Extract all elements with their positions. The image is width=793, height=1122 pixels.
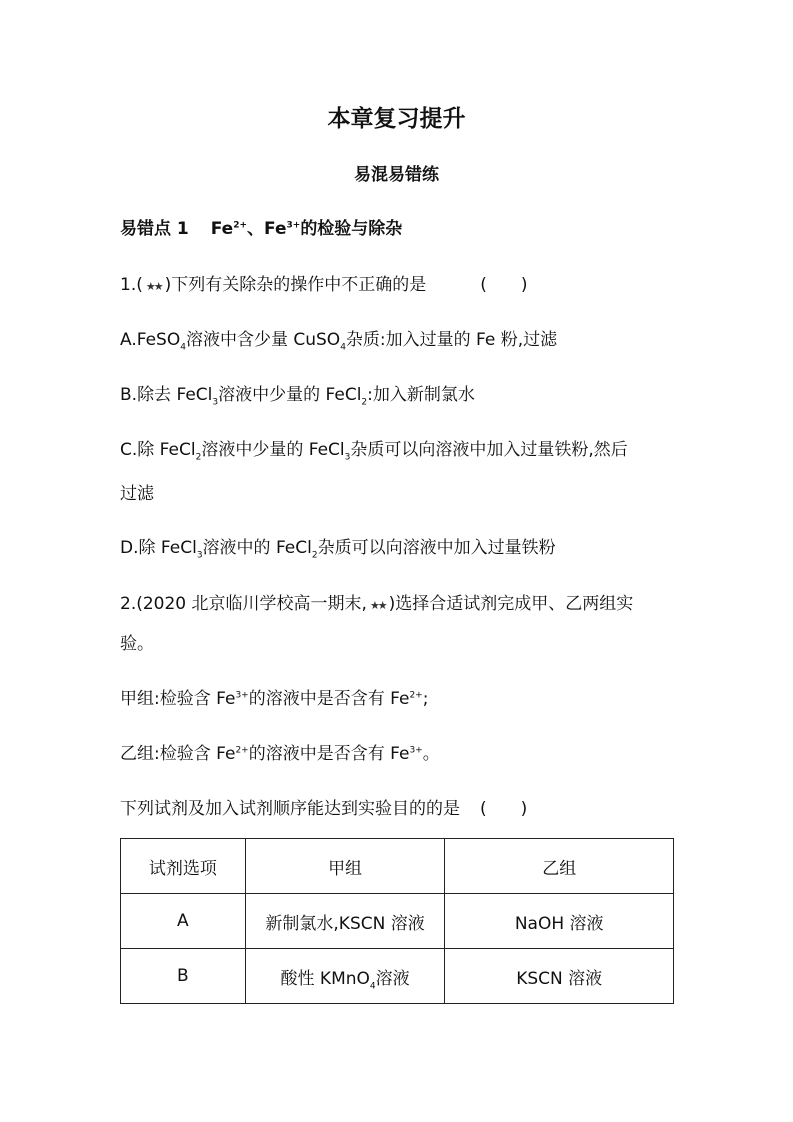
table-header-cell: 试剂选项 bbox=[121, 839, 246, 894]
option-c-continued: 过滤 bbox=[120, 484, 154, 504]
question-2-ask: 下列试剂及加入试剂顺序能达到实验目的的是 ( ) bbox=[120, 799, 528, 819]
table-header-cell: 甲组 bbox=[245, 839, 445, 894]
table-header-cell: 乙组 bbox=[445, 839, 674, 894]
option-c: C.除 FeCl$_2$溶液中少量的 FeCl$_3$杂质可以向溶液中加入过量铁粉,然后 bbox=[120, 440, 628, 463]
table-cell: KSCN 溶液 bbox=[445, 949, 674, 1004]
table-header-row bbox=[121, 839, 674, 894]
difficulty-star-icon: ★★ bbox=[145, 280, 162, 293]
table-cell: B bbox=[121, 949, 246, 1004]
table-cell: 酸性 KMnO$_4$溶液 bbox=[245, 949, 445, 1004]
table-row bbox=[121, 894, 674, 949]
option-d: D.除 FeCl$_3$溶液中的 FeCl$_2$杂质可以向溶液中加入过量铁粉 bbox=[120, 538, 556, 561]
difficulty-star-icon: ★★ bbox=[369, 599, 386, 612]
option-b: B.除去 FeCl$_3$溶液中少量的 FeCl$_2$:加入新制氯水 bbox=[120, 385, 475, 408]
table-cell: 新制氯水,KSCN 溶液 bbox=[245, 894, 445, 949]
table-cell: NaOH 溶液 bbox=[445, 894, 674, 949]
question-2-stem-continued: 验。 bbox=[120, 634, 154, 654]
group-yi-text: 乙组:检验含 $Fe^{2+}$的溶液中是否含有 $Fe^{3+}$。 bbox=[120, 744, 440, 764]
answer-blank: ( ) bbox=[480, 799, 528, 819]
answer-blank: ( ) bbox=[480, 275, 528, 295]
page-subtitle: 易混易错练 bbox=[354, 165, 439, 185]
question-2-stem: 2.(2020 北京临川学校高一期末, ★★ )选择合适试剂完成甲、乙两组实 bbox=[120, 594, 634, 614]
table-row bbox=[121, 949, 674, 1004]
table-cell: A bbox=[121, 894, 246, 949]
group-jia-text: 甲组:检验含 $Fe^{3+}$的溶液中是否含有 $Fe^{2+}$; bbox=[120, 689, 429, 709]
option-a: A.FeSO$_4$溶液中含少量 CuSO$_4$杂质:加入过量的 Fe 粉,过滤 bbox=[120, 330, 558, 353]
reagent-table bbox=[120, 838, 674, 1004]
page-title: 本章复习提升 bbox=[327, 105, 466, 132]
question-1-stem: 1.( ★★ )下列有关除杂的操作中不正确的是 ( ) bbox=[120, 275, 528, 295]
section-heading: 易错点 1 $Fe^{2+}$、$Fe^{3+}$的检验与除杂 bbox=[120, 219, 403, 239]
